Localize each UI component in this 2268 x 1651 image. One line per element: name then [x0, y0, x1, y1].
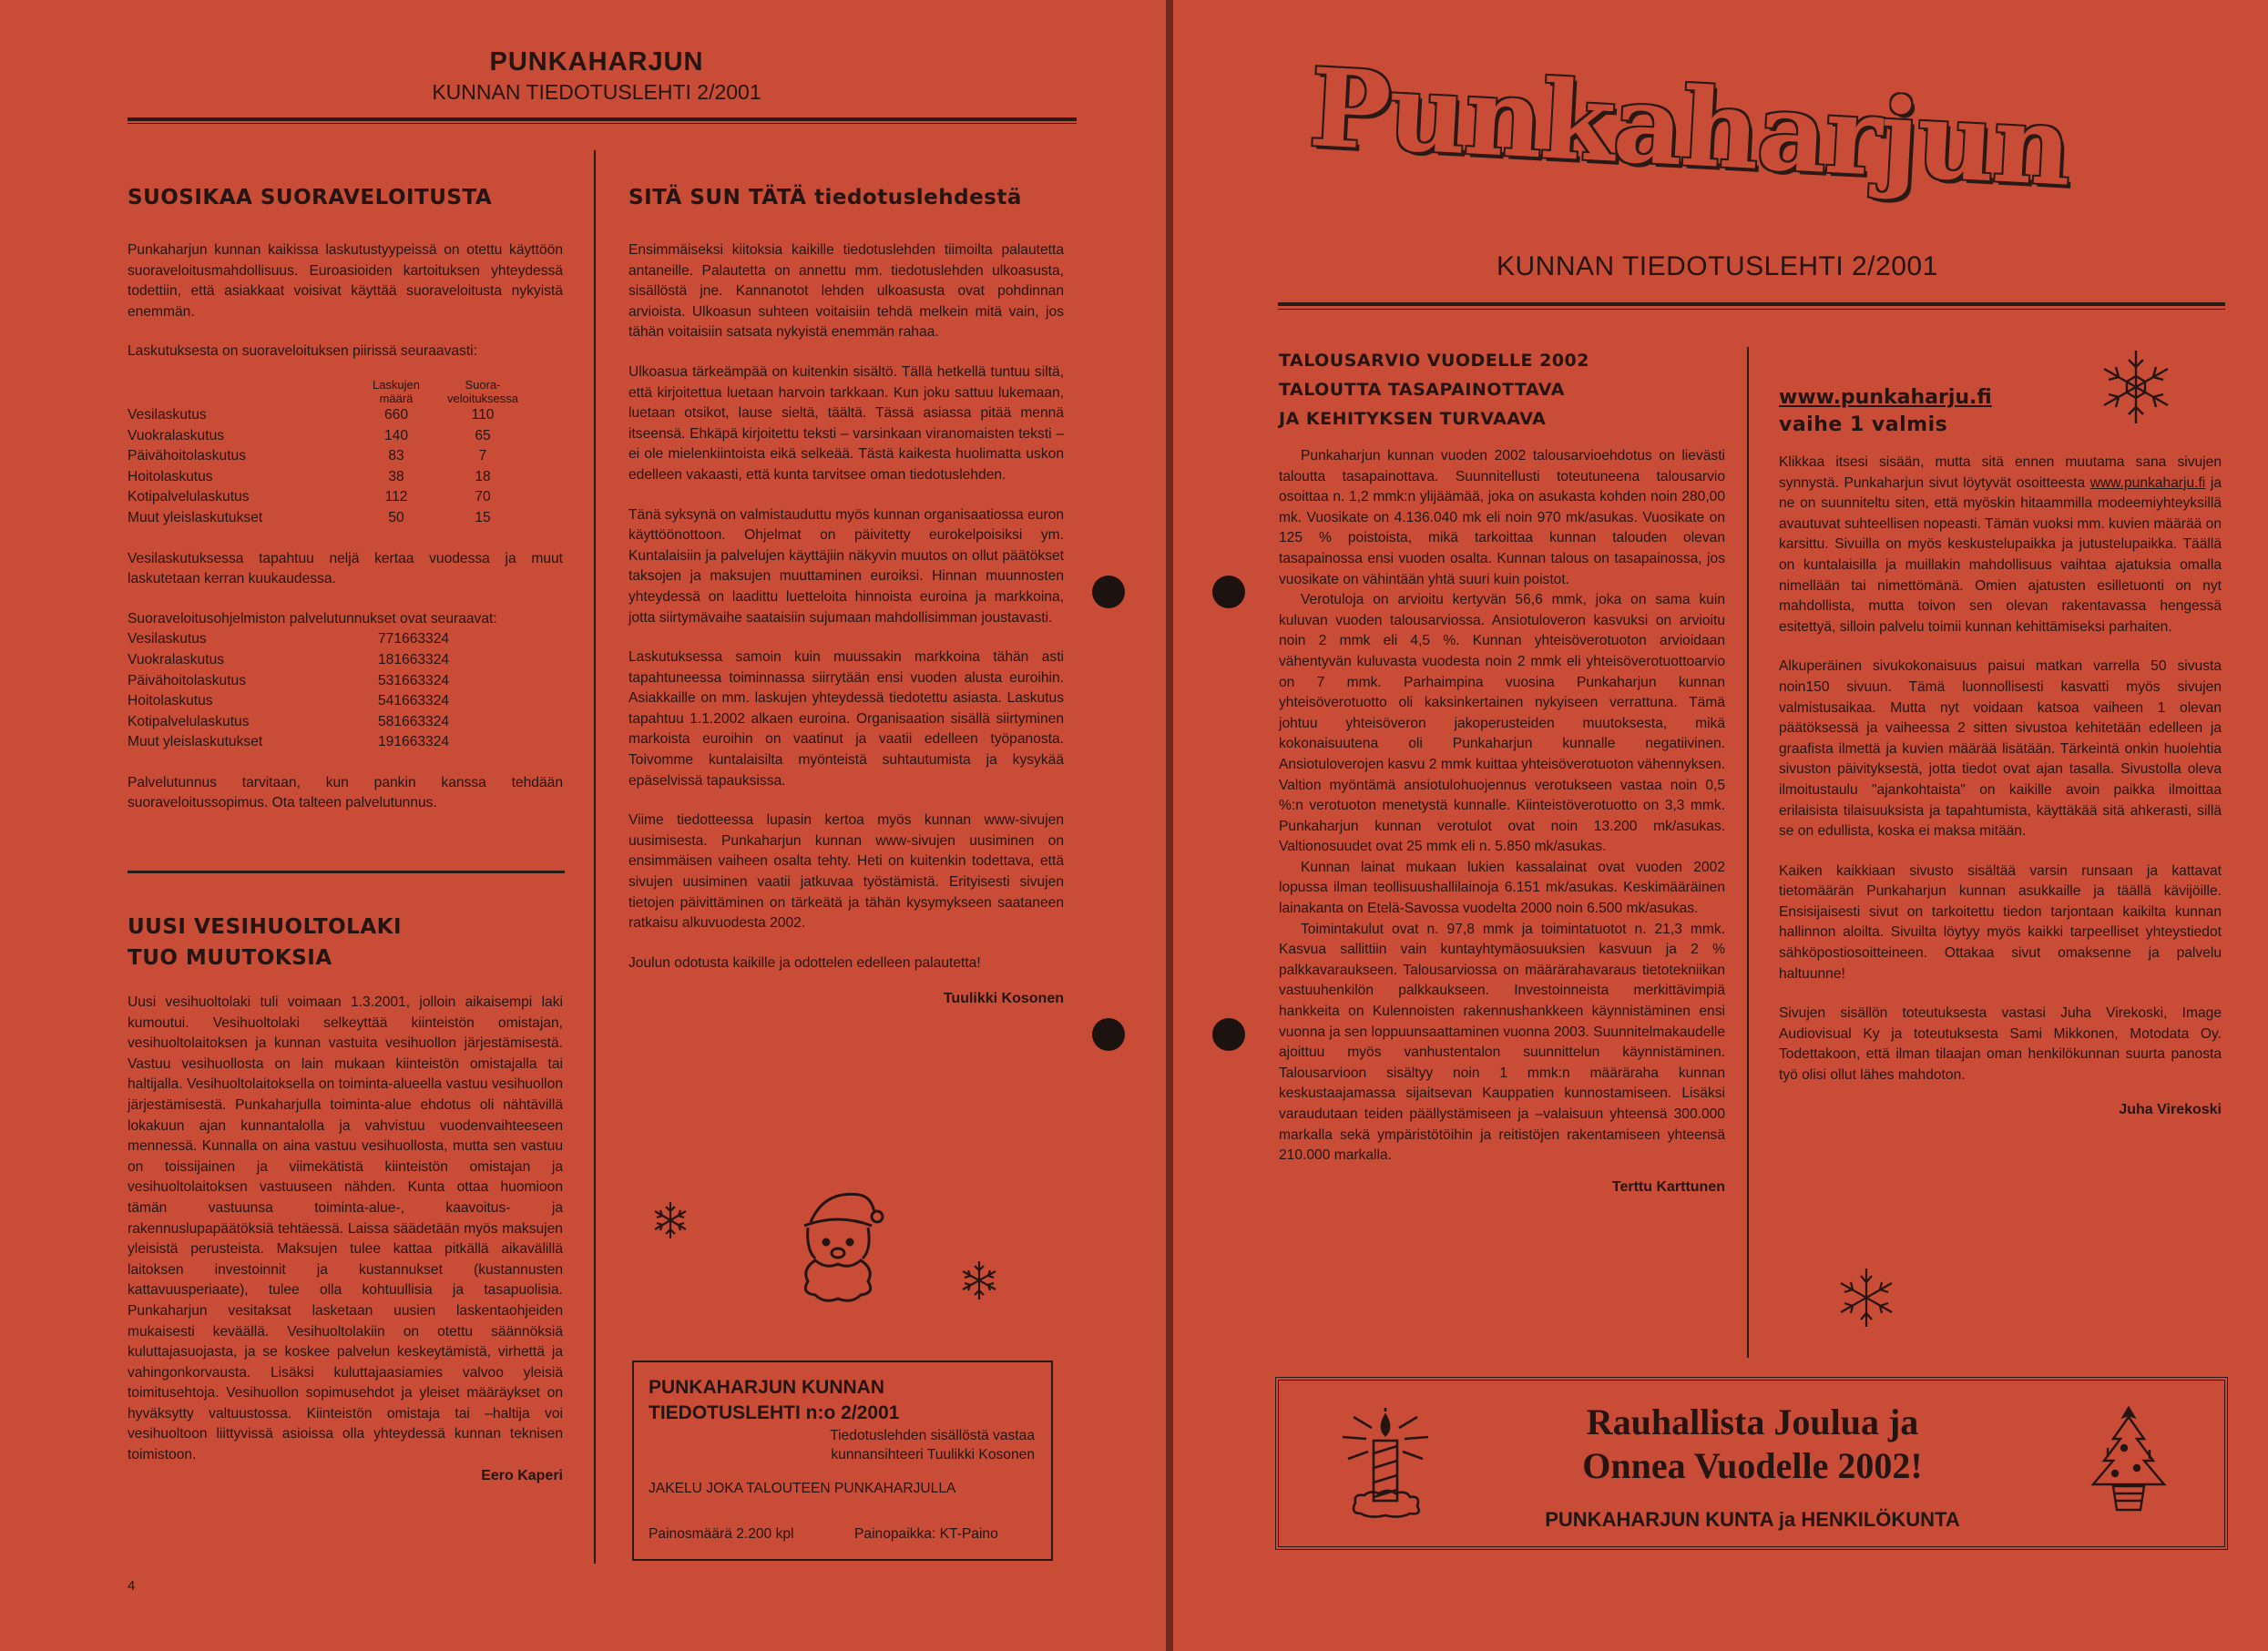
- snowflake-icon: [2095, 346, 2177, 428]
- table-row: Muut yleislaskutukset 191663324: [128, 734, 450, 750]
- table-row: Vesilaskutus 660 110: [128, 406, 495, 423]
- colophon-print-run: Painosmäärä 2.200 kpl: [649, 1526, 794, 1542]
- billing-table: [128, 378, 528, 529]
- service-code-table: [128, 629, 510, 753]
- paragraph: Kaiken kaikkiaan sivusto sisältää varsin runsaan ja kattavat tietomäärän Punkaharjun kunnan asukkaille ja täällä kävijöille. Ensisijaisesti sivut on tarkoitettu tiedon tarjontaan kaikilta kunnan hallinnon aloilta. Sivuilta löytyy myös kaikki tarpeelliset yhteystiedot sähköpostiosoitteineen. Ottakaa sivut omaksenne ja palvelu haltuunne!: [1779, 862, 2222, 982]
- masthead-rule: [1278, 302, 2225, 306]
- vesihuolto-article: [128, 912, 563, 1484]
- masthead-rule-thin: [1278, 309, 2225, 310]
- article-body: [128, 240, 563, 362]
- colophon-printer: Painopaikka: KT-Paino: [854, 1526, 998, 1542]
- greeting-sender: PUNKAHARJUN KUNTA ja HENKILÖKUNTA: [1545, 1508, 1960, 1531]
- paragraph: Punkaharjun kunnan vuoden 2002 talousarvioehdotus on lievästi taloutta tasapainottava. Suunnitellusti toteutuneena talousarvio osoittaa n. 1,2 mmk:n ylijäämää, joka on asukasta kohden noin 280,00 mk. Vuosikate on 4.136.040 mk eli noin 970 mk/asukas. Vuosikate on 125 % poistoista, mikä tarkoittaa kunnan talouden olevan tasapainossa ensi vuoden osalta. Kunnan talous on tasapainossa, jos vuosikate on vähintään yhtä suuri kuin poistot.: [1279, 448, 1725, 587]
- www-article: [1779, 386, 2222, 1118]
- paragraph: Klikkaa itsesi sisään, mutta sitä ennen muutama sana sivujen synnystä. Punkaharjun sivut löytyvät osoitteesta www.punkaharju.fi ja ne on suunniteltu siten, että myöskin hitaammilla modeemiyhteyksillä avautuvat suhteellisen nopeasti. Tämän vuoksi mm. kuvien määrää on karsittu. Sivuilla on myös keskustelupaikka ja jutustelupaikka. Täällä on kuntalaisilla ja muillakin mahdollisuus vaihtaa ajatuksia omalla nimellään tai nimettömänä. Omien ajatusten esilletuonti on nyt mahdollista, mutta toivon sen olevan rakentavassa hengessä esitettyä, silloin palvelu toimii kunnan kehittämiseksi parhaiten.: [1779, 454, 2222, 635]
- column-divider: [1747, 347, 1749, 1358]
- right-page: [1173, 0, 2268, 1651]
- santa-icon: [788, 1186, 888, 1304]
- binder-hole: [1212, 1018, 1245, 1051]
- table-row: Vesilaskutus 771663324: [128, 631, 450, 647]
- table-row: Muut yleislaskutukset 50 15: [128, 509, 491, 525]
- col-head-direct: Suora- veloituksessa: [446, 377, 519, 405]
- article-heading: TALOUTTA TASAPAINOTTAVA: [1279, 380, 1565, 400]
- paragraph: Alkuperäinen sivukokonaisuus paisui matkan varrella 50 sivusta noin150 sivuun. Tämä luonnollisesti kasvatti myös sivujen valmistusaikaa. Mutta nyt voidaan katsoa vaiheen 1 olevan päätöksessä ja vaiheessa 2 sitten sivustoa kehitetään edelleen ja graafista ilmettä ja kuvien määrää lisätään. Tärkeintä onkin huolehtia sivuston päivityksestä, jotta tiedot ovat ajan tasalla. Sivustolla oleva ilmoitustaulu "ajankohtaista" on kaikille avoin paikka ilmoittaa erilaisista tilaisuuksista ja tapahtumista, käyttäkää sitä ahkerasti, sillä se on edullista, koska ei maksa mitään.: [1779, 658, 2222, 840]
- table-row: Päivähoitolaskutus 531663324: [128, 672, 450, 688]
- masthead-rule: [128, 117, 1077, 121]
- signature: Terttu Karttunen: [1611, 1178, 1725, 1195]
- section-rule: [128, 871, 565, 873]
- binder-hole: [1092, 1018, 1125, 1051]
- signature: Tuulikki Kosonen: [943, 991, 1064, 1007]
- table-row: Kotipalvelulaskutus 112 70: [128, 489, 491, 505]
- signature: Juha Virekoski: [2119, 1101, 2222, 1117]
- outro-paragraph: Palvelutunnus tarvitaan, kun pankin kanssa tehdään suoraveloitussopimus. Ota talteen palvelutunnus.: [128, 774, 563, 811]
- inline-website-link[interactable]: www.punkaharju.fi: [2089, 474, 2206, 491]
- greeting-line2: Onnea Vuodelle 2002!: [1582, 1445, 1923, 1486]
- masthead-subtitle: KUNNAN TIEDOTUSLEHTI 2/2001: [432, 80, 761, 104]
- snowflake-icon: [956, 1258, 1002, 1303]
- christmas-tree-icon: [2088, 1404, 2170, 1513]
- article-heading: SUOSIKAA SUORAVELOITUSTA: [128, 186, 493, 209]
- suoraveloitus-article: [128, 182, 563, 833]
- colophon-box: [632, 1361, 1053, 1561]
- talousarvio-article: [1279, 346, 1725, 1196]
- masthead-subtitle: KUNNAN TIEDOTUSLEHTI 2/2001: [1497, 251, 1938, 281]
- article-heading: TALOUSARVIO VUODELLE 2002: [1279, 351, 1589, 371]
- lead-paragraph: Laskutuksesta on suoraveloituksen piirissä seuraavasti:: [128, 343, 477, 360]
- signature: Eero Kaperi: [481, 1467, 563, 1483]
- colophon-title-line1: PUNKAHARJUN KUNNAN: [649, 1377, 885, 1398]
- binder-hole: [1092, 576, 1125, 608]
- snowflake-icon: [1834, 1266, 1898, 1330]
- article-heading-line2: TUO MUUTOKSIA: [128, 946, 332, 970]
- paragraph: Laskutuksessa samoin kuin muussakin markkoina tähän asti tapahtuneessa toiminnassa siirrytään ensi vuoden alusta euroihin. Asiakkaille on mm. laskujen yhteydessä tiedotettu asiasta. Laskutus tapahtuu 1.1.2002 alkaen euroina. Organisaation sisällä siirtyminen markoista euroihin on vaatinut ja vaatii edelleen työpanosta. Toivomme kuntalaisilta myönteistä suhtautumista ja kysykää epäselvissä tapauksissa.: [628, 649, 1064, 789]
- table-row: Hoitolaskutus 38 18: [128, 468, 491, 484]
- greeting-box: [1275, 1377, 2228, 1550]
- sita-sun-tata-article: [628, 182, 1064, 1007]
- greeting-line1: Rauhallista Joulua ja: [1586, 1401, 1919, 1442]
- paragraph: Kunnan lainat mukaan lukien kassalainat ovat vuoden 2002 lopussa ilman teollisuushallilainoja 6.151 mk/asukas. Keskimääräinen lainakanta on Etelä-Savossa vuodelta 2000 noin 6.500 mk/asukas.: [1279, 859, 1725, 917]
- colophon-responsible-name: kunnansihteeri Tuulikki Kosonen: [831, 1447, 1035, 1462]
- paragraph: Ensimmäiseksi kiitoksia kaikille tiedotuslehden tiimoilta palautetta antaneille. Palautetta on annettu mm. tiedotuslehden ulkoasusta, sisällöstä jne. Kannanotot lehden ulkoasusta ovat pohdinnan arvioista. Ulkoasun suhteen voitaisiin tehdä melkein mitä vain, jos tähän voitaisiin satsata nykyistä enemmän rahaa.: [628, 242, 1064, 341]
- col-head-count: Laskujen määrä: [372, 377, 421, 405]
- page-fold: [1166, 0, 1173, 1651]
- article-subheading: vaihe 1 valmis: [1779, 413, 1948, 436]
- article-heading: JA KEHITYKSEN TURVAAVA: [1279, 409, 1547, 429]
- binder-hole: [1212, 576, 1245, 608]
- paragraph: Joulun odotusta kaikille ja odottelen edelleen palautetta!: [628, 954, 981, 971]
- article-heading: SITÄ SUN TÄTÄ tiedotuslehdestä: [628, 186, 1022, 209]
- masthead-title: PUNKAHARJUN: [489, 47, 704, 76]
- paragraph: Sivujen sisällön toteutuksesta vastasi Juha Virekoski, Image Audiovisual Ky ja toteutuksesta Sami Mikkonen, Motodata Oy. Todettakoon, että ilman tilaajan oman henkilökunnan suurta panosta työ olisi ollut lähes mahdoton.: [1779, 1005, 2222, 1084]
- paragraph: Tänä syksynä on valmistauduttu myös kunnan organisaatiossa euron käyttöönottoon. Ohjelmat on päivitetty eurokelpoisiksi ym. Kuntalaisiin ja palvelujen käyttäjiin näkyvin muutos on ollut päätökset taksojen ja maksujen muuttaminen euroiksi. Hinnan muunnosten yhteydessä on laadittu luetteloita hinnoista euroina ja markkoina, jotta siirtymävaihe saataisiin sujumaan mahdollisimman joustavasti.: [628, 506, 1064, 626]
- paragraph: Ulkoasua tärkeämpää on kuitenkin sisältö. Tällä hetkellä tuntuu siltä, että kirjoitettua luetaan harvoin tarkkaan. Kun joku sattuu lukemaan, luetaan otsikot, lause sieltä, täältä. Tässä asiassa pitää mennä itseensä. Ehkäpä kirjoitettu teksti – varsinkaan viranomaisten teksti – ei ole mielenkiintoista eikä selkeää. Tästä kaikesta huolimatta uskon edelleen vakaasti, että kunta tarvitsee oman tiedotuslehden.: [628, 363, 1064, 483]
- table-row: Kotipalvelulaskutus 581663324: [128, 713, 450, 729]
- table-row: Vuokralaskutus 140 65: [128, 427, 491, 443]
- colophon-distribution: JAKELU JOKA TALOUTEEN PUNKAHARJULLA: [649, 1481, 956, 1496]
- intro-paragraph: Punkaharjun kunnan kaikissa laskutustyypeissä on otettu käyttöön suoraveloitusmahdollisuus. Euroasioiden kartoituksen yhteydessä todettiin, että asiakkaat voisivat käyttää suoraveloitusta nykyistä enemmän.: [128, 242, 563, 320]
- frequency-paragraph: Vesilaskutuksessa tapahtuu neljä kertaa vuodessa ja muut laskutetaan kerran kuukaudessa.: [128, 550, 563, 587]
- snowflake-icon: [649, 1198, 692, 1242]
- column-divider: [594, 150, 596, 1564]
- website-link[interactable]: www.punkaharju.fi: [1779, 386, 1992, 409]
- masthead-title: Punkaharjun: [1306, 44, 2073, 210]
- table-row: Hoitolaskutus 541663324: [128, 693, 450, 709]
- article-body: Uusi vesihuoltolaki tuli voimaan 1.3.2001, jolloin aikaisempi laki kumoutui. Vesihuoltolaki selkeyttää kiinteistön omistajan, vesihuoltolaitoksen ja kunnan vastuita vesihuollon järjestämisestä. Vastuu vesihuollosta on lain mukaan kiinteistön omistajalla tai haltijalla. Vesihuoltolaitoksella on toiminta-alueella vastuu vesihuollon järjestämisestä. Punkaharjulla toiminta-alue ehdotus oli nähtävillä lokakuun ajan kunnantalolla ja vahvistuu vuodenvaihteeseen mennessä. Kunnalla on aina vastuu vesihuollosta, mutta sen vastuu on toissijainen ja viimekätistä kiinteistön omistajan ja vesihuoltolaitoksen vastuuseen nähden. Kunta ottaa huomioon tämän vastuunsa toiminta-alue-, kaavoitus- ja rakennuslupapäätöksiä tehtäessä. Laissa säädetään myös maksujen yleisistä perusteista. Maksujen tulee kattaa pitkällä aikavälillä laitoksen investoinnit ja kustannukset (kustannusten kattavuusperiaate), tulee olla kohtuullisia ja tasapuolisia. Punkaharjun vesitaksat lasketaan uusien laskentaohjeiden mukaisesti keväällä. Vesihuoltolakiin on otettu säännöksiä kuluttajasuojasta, ja se koskee palvelun keskeytämistä, virhettä ja vahingonkorvausta. Lisäksi kuluttajaasiamies valvoo yleisiä toimitusehtoja. Vesihuollon sopimusehdot ja yleiset määräykset on hyväksytty valtuustossa. Kiinteistön omistaja tai –haltija voi vesihuoltoon liittyvissä asioissa olla yhteydessä kunnan teknisen toimistoon.: [128, 994, 563, 1463]
- article-heading-line1: UUSI VESIHUOLTOLAKI: [128, 915, 403, 939]
- paragraph: Viime tiedotteessa lupasin kertoa myös kunnan www-sivujen uusimisesta. Punkaharjun kunnan www-sivujen uusiminen on ensimmäisen vaiheen osalta tehty. Heti on kuitenkin todettava, että sivujen uusiminen vaatii jatkuvaa työstämistä. Erityisesti sivujen tietojen päivittäminen on tärkeätä ja tähän kysymykseen saataneen ratkaisu alkuvuodesta 2002.: [628, 812, 1064, 932]
- table-row: Päivähoitolaskutus 83 7: [128, 448, 487, 464]
- paragraph: Verotuloja on arvioitu kertyvän 56,6 mmk, joka on sama kuin kuluvan vuoden talousarviossa. Ansiotuloveron kasvuksi on arvioitu noin 2 mmk eli 4,5 %. Kunnan yhteisöverotuoton arvioidaan vähentyvän kuluvasta vuodesta noin 2 mmk eli yhteisöverotuottoarvio on 7 mmk. Parhaimpina vuosina Punkaharjun kunnan yhteisöverotuotto oli kaksinkertainen nykyiseen verrattuna. Tämä johtuu yhteisöveron jakoperusteiden muutoksesta, mikä kokonaisuutena oli Punkaharjun kunnalle negatiivinen. Ansiotuloverojen kasvu 2 mmk kuittaa yhteisöverotuoton vähennyksen. Valtion myöntämä ansiotulohuojennus verotukseen vastaa noin 0,5 %:n verotuoton menetystä kunnalle. Kiinteistöverotuotto on 3,3 mmk. Punkaharjun kunnan verotulot ovat noin 13.200 mk/asukas. Valtionosuudet ovat 25 mmk eli n. 5.850 mk/asukas.: [1279, 592, 1725, 855]
- services-lead: Suoraveloitusohjelmiston palvelutunnukset ovat seuraavat:: [128, 610, 497, 627]
- colophon-title-line2: TIEDOTUSLEHTI n:o 2/2001: [649, 1402, 900, 1423]
- paragraph: Toimintakulut ovat n. 97,8 mmk ja toimintatuotot n. 21,3 mmk. Kasvua sallittiin vain kuntayhtymäosuuksien kasvuun ja 2 % palkkavaraukseen. Talousarviossa on määrärahavaraus tietotekniikan vastuuhenkilön palkkaukseen. Investoinneista merkittävimpiä hankkeita on Kulennoisten rakennushankkeen käynnistäminen ensi vuonna ja sen loppuunsaattaminen vuonna 2003. Suunnitelmakaudelle ajoittuu myös vanhustentalon suunnittelun käynnistäminen. Talousarvioon sisältyy noin 1 mmk:n määräraha kunnan keskustaajamassa sijaitsevan Kauppatien kunnostamiseen. Lisäksi varaudutaan teiden päällystämiseen ja –valaisuun yhteensä 300.000 markalla sekä ympäristötöihin ja reitistöjen rakentamiseen yhteensä 210.000 markalla.: [1279, 921, 1725, 1164]
- masthead-rule-thin: [128, 123, 1077, 124]
- table-row: Vuokralaskutus 181663324: [128, 651, 450, 668]
- candle-icon: [1335, 1408, 1435, 1519]
- page-number: 4: [128, 1578, 136, 1594]
- colophon-responsible: Tiedotuslehden sisällöstä vastaa: [830, 1428, 1035, 1443]
